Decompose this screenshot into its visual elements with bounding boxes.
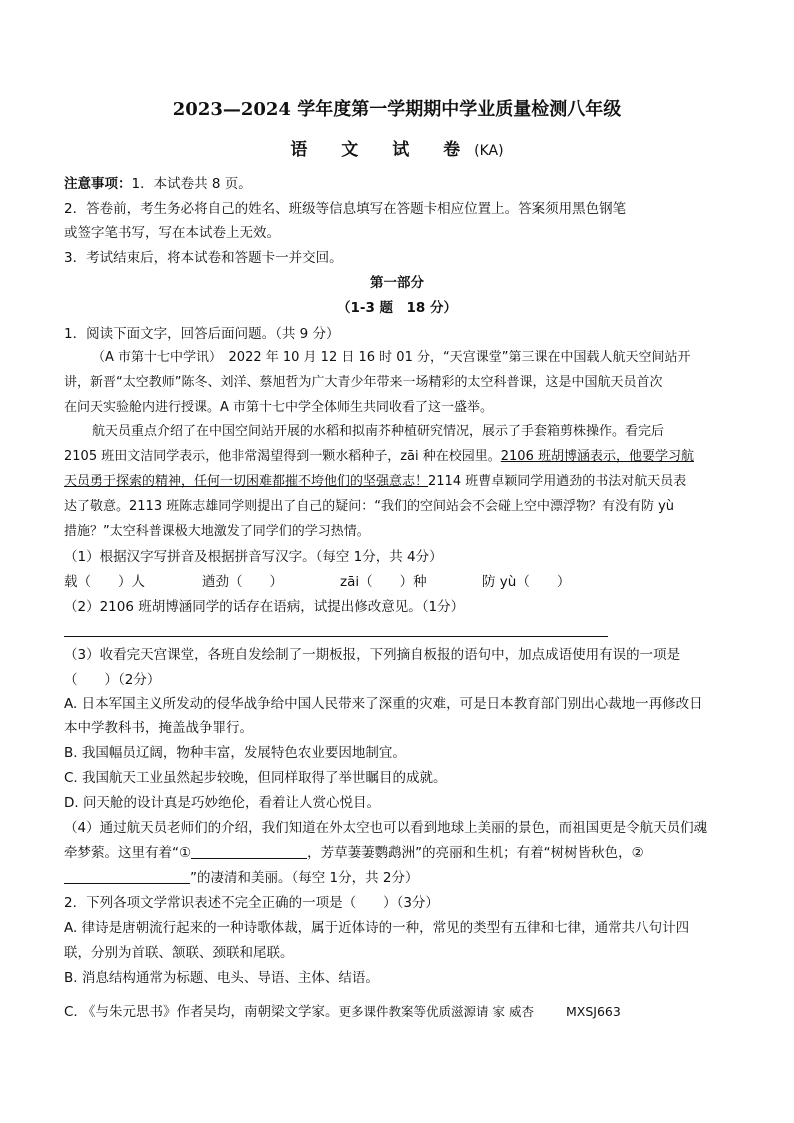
q1-stem: 1．阅读下面文字，回答后面问题。（共 9 分） [64,326,340,342]
q1-sub4-text-2: ，芳草萋萋鹦鹉洲”的亮丽和生机；有着“树树皆秋色，② [307,845,644,861]
q1-sub4-stem-a: （4）通过航天员老师们的介绍，我们知道在外太空也可以看到地球上美丽的景色，而祖国更是令航天员们魂 [64,820,708,836]
q1-sub1-items [64,570,734,594]
q1-passage-2a: 航天员重点介绍了在中国空间站开展的水稻和拟南芥种植研究情况，展示了手套箱剪株操作。看完后 [92,424,665,439]
q1-sub1-item-3: zāi（ ）种 [340,574,427,590]
q1-sub2-answer-line[interactable] [64,636,608,637]
q1-sub4-text-1: 牵梦萦。这里有着“① [64,845,192,861]
q1-passage-2c-text: 2114 班曹卓颖同学用遒劲的书法对航天员表 [428,474,687,489]
q1-sub3-option-c: C. 我国航天工业虽然起步较晚，但同样取得了举世瞩目的成就。 [64,770,447,786]
q1-sub4-blank-1[interactable] [191,844,307,859]
q2-option-b: B. 消息结构通常为标题、电头、导语、主体、结语。 [64,970,379,986]
q2-option-c: C. 《与朱元思书》作者吴均，南朝梁文学家。 [64,1004,339,1020]
notes-item-1: 1．本试卷共 8 页。 [131,176,252,192]
notes-item-2a: 2．答卷前，考生务必将自己的姓名、班级等信息填写在答题卡相应位置上。答案须用黑色钢笔 [64,201,627,217]
section-title: 第一部分 [370,275,424,291]
q2-option-a1: A. 律诗是唐朝流行起来的一种诗歌体裁，属于近体诗的一种，常见的类型有五律和七律，通常共八句计四 [64,920,690,936]
q1-passage-1b: 讲，新晋“太空教师”陈冬、刘洋、蔡旭哲为广大青少年带来一场精彩的太空科普课，这是中国航天员首次 [64,375,663,390]
q1-sub4-stem-c [64,866,734,890]
q1-passage-2b-underlined: 2106 班胡博涵表示，他要学习航 [500,449,694,464]
q1-sub3-option-a1: A. 日本军国主义所发动的侵华战争给中国人民带来了深重的灾难，可是日本教育部门别出心裁地一再修改日 [64,696,703,712]
notes-line-1 [64,172,734,196]
q1-sub1-item-4: 防 yù（ ） [482,574,571,590]
q1-sub1-item-1: 载（ ）人 [64,574,145,590]
footer-note: 更多课件教案等优质滋源请 家 威杏 [338,1004,534,1019]
q1-passage-2d: 达了敬意。2113 班陈志雄同学则提出了自己的疑问：“我们的空间站会不会碰上空中漂浮物？有没有防 yù [64,499,675,514]
q1-sub3-option-a2: 本中学教科书，掩盖战争罪行。 [64,720,253,736]
q1-sub1-stem: （1）根据汉字写拼音及根据拼音写汉字。（每空 1分，共 4分） [64,549,443,565]
q1-passage-2c-underlined: 天员勇于探索的精神，任何一切困难都摧不垮他们的坚强意志！ [64,474,429,489]
exam-subtitle-row [0,138,794,163]
exam-subtitle: 语 文 试 卷 [290,140,475,160]
notes-item-3: 3．考试结束后，将本试卷和答题卡一并交回。 [64,250,343,266]
q1-sub3-option-b: B. 我国幅员辽阔，物种丰富，发展特色农业要因地制宜。 [64,745,406,761]
q1-sub4-blank-2[interactable] [64,869,190,884]
q1-passage-2b [64,445,734,469]
q1-sub4-text-3: ”的凄清和美丽。（每空 1分，共 2分） [190,870,419,886]
notes-label: 注意事项： [64,176,132,192]
q1-sub3-stem-b: （ ）（2分） [64,672,161,688]
q1-passage-2b-text: 2105 班田文洁同学表示，他非常渴望得到一颗水稻种子，zāi 种在校园里。 [64,449,501,464]
notes-item-2b: 或签字笔书写，写在本试卷上无效。 [64,225,280,241]
exam-subtitle-tag: (KA) [474,143,504,159]
q1-passage-2e: 措施？”太空科普课极大地激发了同学们的学习热情。 [64,524,370,539]
section-range: （1-3 题 18 分） [336,300,458,316]
exam-title: 2023—2024 学年度第一学期期中学业质量检测八年级 [172,99,622,120]
q1-sub4-stem-b [64,841,734,865]
q2-stem: 2．下列各项文学常识表述不完全正确的一项是（ ）（3分） [64,895,439,911]
q1-passage-1c: 在问天实验舱内进行授课。A 市第十七中学全体师生共同收看了这一盛举。 [64,400,494,415]
q1-sub3-option-d: D. 问天舱的设计真是巧妙绝伦，看着让人赏心悦目。 [64,795,380,811]
q1-sub3-stem-a: （3）收看完天宫课堂，各班自发绘制了一期板报，下列摘自板报的语句中，加点成语使用有误的一项是 [64,647,681,663]
q2-option-a2: 联，分别为首联、颔联、颈联和尾联。 [64,945,294,961]
q1-passage-1a: （A 市第十七中学讯） 2022 年 10 月 12 日 16 时 01 分，“天宫课堂”第三课在中国载人航天空间站开 [92,350,691,365]
q1-sub1-item-2: 遒劲（ ） [202,574,283,590]
q1-passage-2c [64,470,734,494]
q1-sub2-stem: （2）2106 班胡博涵同学的话存在语病，试提出修改意见。（1分） [64,599,465,615]
q2-option-c-row [64,1000,734,1024]
footer-code: MXSJ663 [565,1004,621,1019]
